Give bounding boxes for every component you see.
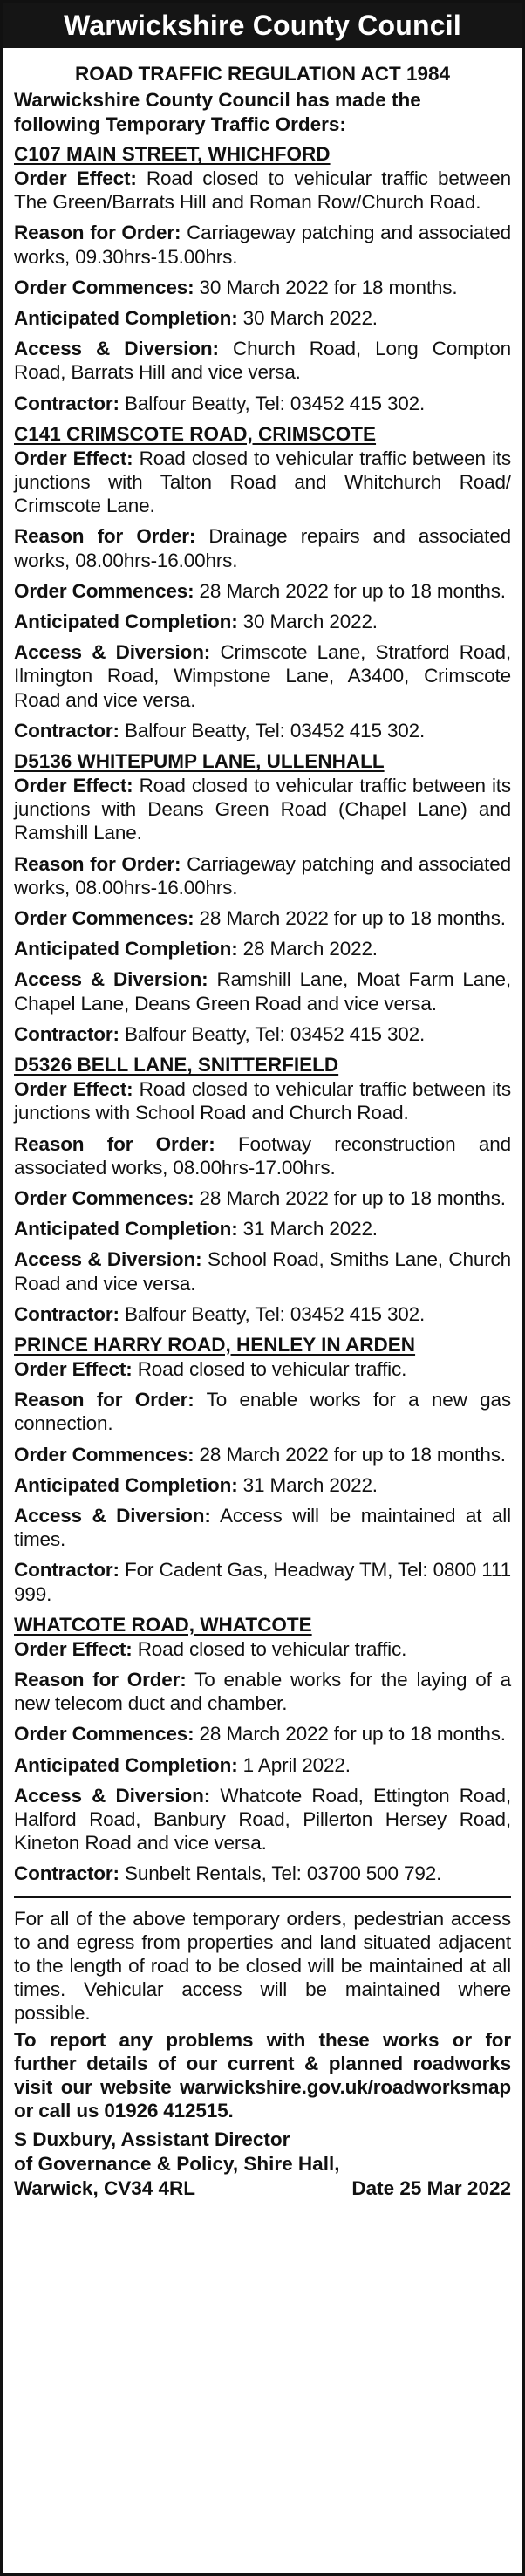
order-contractor bbox=[14, 719, 511, 742]
order-access-value: Whatcote Road, Ettington Road, Halford Road, Banbury Road, Pillerton Hersey Road, Kineton Road and vice versa. bbox=[14, 1784, 511, 1855]
order-commences bbox=[14, 1722, 511, 1746]
order-commences-label: Order Commences: bbox=[14, 1443, 194, 1466]
order-contractor-value: Balfour Beatty, Tel: 03452 415 302. bbox=[124, 1022, 426, 1045]
order-effect-label: Order Effect: bbox=[14, 1637, 133, 1660]
order-reason-value: Carriageway patching and associated works, 08.00hrs-16.00hrs. bbox=[14, 852, 511, 899]
order-commences-label: Order Commences: bbox=[14, 1723, 194, 1746]
order-effect bbox=[14, 447, 511, 518]
order-effect-label: Order Effect: bbox=[14, 167, 137, 189]
notice-content bbox=[3, 48, 522, 2201]
order-completion bbox=[14, 1217, 511, 1240]
order-reason bbox=[14, 1132, 511, 1179]
order-access-value: School Road, Smiths Lane, Church Road and vice versa. bbox=[14, 1248, 511, 1295]
order-access bbox=[14, 640, 511, 712]
order-access bbox=[14, 1784, 511, 1855]
order-effect bbox=[14, 167, 511, 214]
order-access-label: Access & Diversion: bbox=[14, 968, 208, 991]
order-effect-label: Order Effect: bbox=[14, 447, 133, 469]
order-commences-label: Order Commences: bbox=[14, 579, 194, 602]
order-access bbox=[14, 1504, 511, 1551]
order-access-label: Access & Diversion: bbox=[14, 1784, 211, 1807]
order-commences bbox=[14, 276, 511, 299]
order-effect-label: Order Effect: bbox=[14, 1078, 133, 1101]
order-completion-label: Anticipated Completion: bbox=[14, 938, 238, 960]
act-title: ROAD TRAFFIC REGULATION ACT 1984 bbox=[74, 63, 451, 85]
order-section bbox=[14, 1613, 511, 1886]
order-contractor-label: Contractor: bbox=[14, 1559, 119, 1582]
order-contractor-value: Balfour Beatty, Tel: 03452 415 302. bbox=[124, 1302, 426, 1325]
intro-text: Warwickshire County Council has made the following Temporary Traffic Orders: bbox=[14, 89, 421, 135]
order-reason-value: To enable works for the laying of a new telecom duct and chamber. bbox=[14, 1668, 511, 1715]
order-contractor bbox=[14, 392, 511, 415]
order-completion-value: 30 March 2022. bbox=[242, 307, 378, 330]
order-access-label: Access & Diversion: bbox=[14, 338, 219, 360]
order-heading: C107 MAIN STREET, WHICHFORD bbox=[14, 143, 331, 165]
order-completion-value: 31 March 2022. bbox=[242, 1473, 378, 1496]
order-completion-value: 28 March 2022. bbox=[242, 938, 378, 960]
order-reason-label: Reason for Order: bbox=[14, 852, 181, 875]
order-commences bbox=[14, 1186, 511, 1210]
order-heading: D5326 BELL LANE, SNITTERFIELD bbox=[14, 1054, 339, 1076]
order-reason bbox=[14, 852, 511, 899]
order-heading: PRINCE HARRY ROAD, HENLEY IN ARDEN bbox=[14, 1333, 416, 1356]
signature-line-1: S Duxbury, Assistant Director bbox=[14, 2128, 290, 2150]
signature-line-2: of Governance & Policy, Shire Hall, bbox=[14, 2152, 340, 2175]
order-commences-label: Order Commences: bbox=[14, 907, 194, 930]
order-section bbox=[14, 1333, 511, 1606]
order-commences bbox=[14, 906, 511, 930]
order-contractor-label: Contractor: bbox=[14, 1022, 119, 1045]
order-section bbox=[14, 749, 511, 1046]
order-commences-value: 30 March 2022 for 18 months. bbox=[199, 276, 458, 298]
order-contractor bbox=[14, 1862, 511, 1885]
order-contractor-label: Contractor: bbox=[14, 392, 119, 414]
order-contractor bbox=[14, 1558, 511, 1605]
order-access bbox=[14, 337, 511, 384]
order-effect-value: Road closed to vehicular traffic between The Green/Barrats Hill and Roman Row/Church Road. bbox=[14, 167, 512, 214]
order-reason-value: Carriageway patching and associated works, 09.30hrs-15.00hrs. bbox=[14, 222, 511, 268]
divider bbox=[14, 1896, 511, 1898]
order-completion-label: Anticipated Completion: bbox=[14, 1753, 238, 1776]
order-reason-label: Reason for Order: bbox=[14, 525, 196, 548]
order-contractor-label: Contractor: bbox=[14, 1302, 119, 1325]
order-completion bbox=[14, 1753, 511, 1777]
order-completion-label: Anticipated Completion: bbox=[14, 1473, 238, 1496]
order-reason-value: Footway reconstruction and associated works, 08.00hrs-17.00hrs. bbox=[14, 1132, 511, 1179]
order-contractor-label: Contractor: bbox=[14, 1862, 119, 1885]
order-completion bbox=[14, 1473, 511, 1497]
order-access-value: Church Road, Long Compton Road, Barrats Hill and vice versa. bbox=[14, 338, 511, 384]
order-completion-value: 31 March 2022. bbox=[242, 1218, 378, 1240]
order-reason-value: Drainage repairs and associated works, 08.00hrs-16.00hrs. bbox=[14, 525, 511, 571]
order-commences-label: Order Commences: bbox=[14, 1186, 194, 1209]
order-completion-value: 30 March 2022. bbox=[242, 611, 378, 633]
signature-block bbox=[14, 2128, 511, 2201]
order-access-value: Crimscote Lane, Stratford Road, Ilmington Road, Wimpstone Lane, A3400, Crimscote Road and vice versa. bbox=[14, 641, 512, 711]
order-contractor-value: Sunbelt Rentals, Tel: 03700 500 792. bbox=[124, 1862, 442, 1885]
order-completion-label: Anticipated Completion: bbox=[14, 307, 238, 330]
order-heading: D5136 WHITEPUMP LANE, ULLENHALL bbox=[14, 750, 385, 773]
order-commences-label: Order Commences: bbox=[14, 276, 194, 298]
order-commences-value: 28 March 2022 for up to 18 months. bbox=[199, 907, 506, 930]
order-completion bbox=[14, 937, 511, 960]
order-contractor-value: For Cadent Gas, Headway TM, Tel: 0800 111 999. bbox=[14, 1559, 511, 1605]
order-access bbox=[14, 1247, 511, 1295]
order-commences-value: 28 March 2022 for up to 18 months. bbox=[199, 1186, 506, 1209]
order-reason-value: To enable works for a new gas connection. bbox=[14, 1389, 511, 1435]
order-reason bbox=[14, 524, 511, 571]
order-effect-label: Order Effect: bbox=[14, 775, 133, 797]
order-commences bbox=[14, 1443, 511, 1466]
signature-address-row bbox=[14, 2176, 511, 2201]
order-reason-label: Reason for Order: bbox=[14, 1132, 215, 1155]
order-contractor-value: Balfour Beatty, Tel: 03452 415 302. bbox=[124, 392, 426, 414]
order-effect bbox=[14, 1357, 511, 1381]
order-effect bbox=[14, 1077, 511, 1124]
order-completion bbox=[14, 306, 511, 330]
order-completion-label: Anticipated Completion: bbox=[14, 611, 238, 633]
order-contractor bbox=[14, 1022, 511, 1046]
order-effect-value: Road closed to vehicular traffic between its junctions with Talton Road and Whitchurch Road/ Crimscote Lane. bbox=[14, 447, 512, 517]
order-effect bbox=[14, 774, 511, 845]
order-reason bbox=[14, 1668, 511, 1715]
order-access-label: Access & Diversion: bbox=[14, 641, 211, 664]
order-commences-value: 28 March 2022 for up to 18 months. bbox=[199, 1443, 506, 1466]
order-effect-value: Road closed to vehicular traffic between its junctions with School Road and Church Road. bbox=[14, 1078, 512, 1124]
order-heading: WHATCOTE ROAD, WHATCOTE bbox=[14, 1613, 312, 1636]
order-reason-label: Reason for Order: bbox=[14, 1668, 187, 1691]
order-contractor-label: Contractor: bbox=[14, 719, 119, 741]
order-heading: C141 CRIMSCOTE ROAD, CRIMSCOTE bbox=[14, 422, 377, 445]
order-effect bbox=[14, 1637, 511, 1661]
order-access-label: Access & Diversion: bbox=[14, 1248, 202, 1271]
order-section bbox=[14, 1053, 511, 1326]
signature-line-3: Warwick, CV34 4RL bbox=[14, 2176, 195, 2199]
council-banner: Warwickshire County Council bbox=[3, 3, 522, 48]
order-access-value: Access will be maintained at all times. bbox=[14, 1504, 511, 1551]
order-reason bbox=[14, 221, 511, 268]
order-contractor-value: Balfour Beatty, Tel: 03452 415 302. bbox=[124, 719, 426, 741]
order-commences-value: 28 March 2022 for up to 18 months. bbox=[199, 1723, 506, 1746]
order-effect-value: Road closed to vehicular traffic between its junctions with Deans Green Road (Chapel Lane) and Ramshill Lane. bbox=[14, 775, 512, 844]
order-completion-label: Anticipated Completion: bbox=[14, 1218, 238, 1240]
order-reason-label: Reason for Order: bbox=[14, 1389, 194, 1411]
order-effect-value: Road closed to vehicular traffic. bbox=[137, 1637, 407, 1660]
order-access-label: Access & Diversion: bbox=[14, 1504, 211, 1527]
order-reason-label: Reason for Order: bbox=[14, 222, 181, 244]
order-contractor bbox=[14, 1302, 511, 1326]
notice-date: Date 25 Mar 2022 bbox=[351, 2176, 511, 2199]
order-completion-value: 1 April 2022. bbox=[242, 1753, 351, 1776]
order-access-value: Ramshill Lane, Moat Farm Lane, Chapel Lane, Deans Green Road and vice versa. bbox=[14, 968, 511, 1015]
order-section bbox=[14, 142, 511, 415]
order-commences-value: 28 March 2022 for up to 18 months. bbox=[199, 579, 506, 602]
order-section bbox=[14, 422, 511, 742]
order-effect-value: Road closed to vehicular traffic. bbox=[137, 1357, 407, 1380]
orders-list bbox=[14, 142, 511, 1886]
report-info: To report any problems with these works or for further details of our current & planned roadworks visit our website warwickshire.gov.uk/roadworksmap or call us 01926 412515. bbox=[14, 2028, 511, 2122]
order-completion bbox=[14, 610, 511, 633]
order-access bbox=[14, 967, 511, 1015]
order-effect-label: Order Effect: bbox=[14, 1357, 133, 1380]
pedestrian-access-notice: For all of the above temporary orders, pedestrian access to and egress from properties and land situated adjacent to the length of road to be closed will be maintained at all times. Vehicular access will be maintained where possible. bbox=[14, 1907, 511, 2024]
order-commences bbox=[14, 579, 511, 603]
order-reason bbox=[14, 1388, 511, 1435]
